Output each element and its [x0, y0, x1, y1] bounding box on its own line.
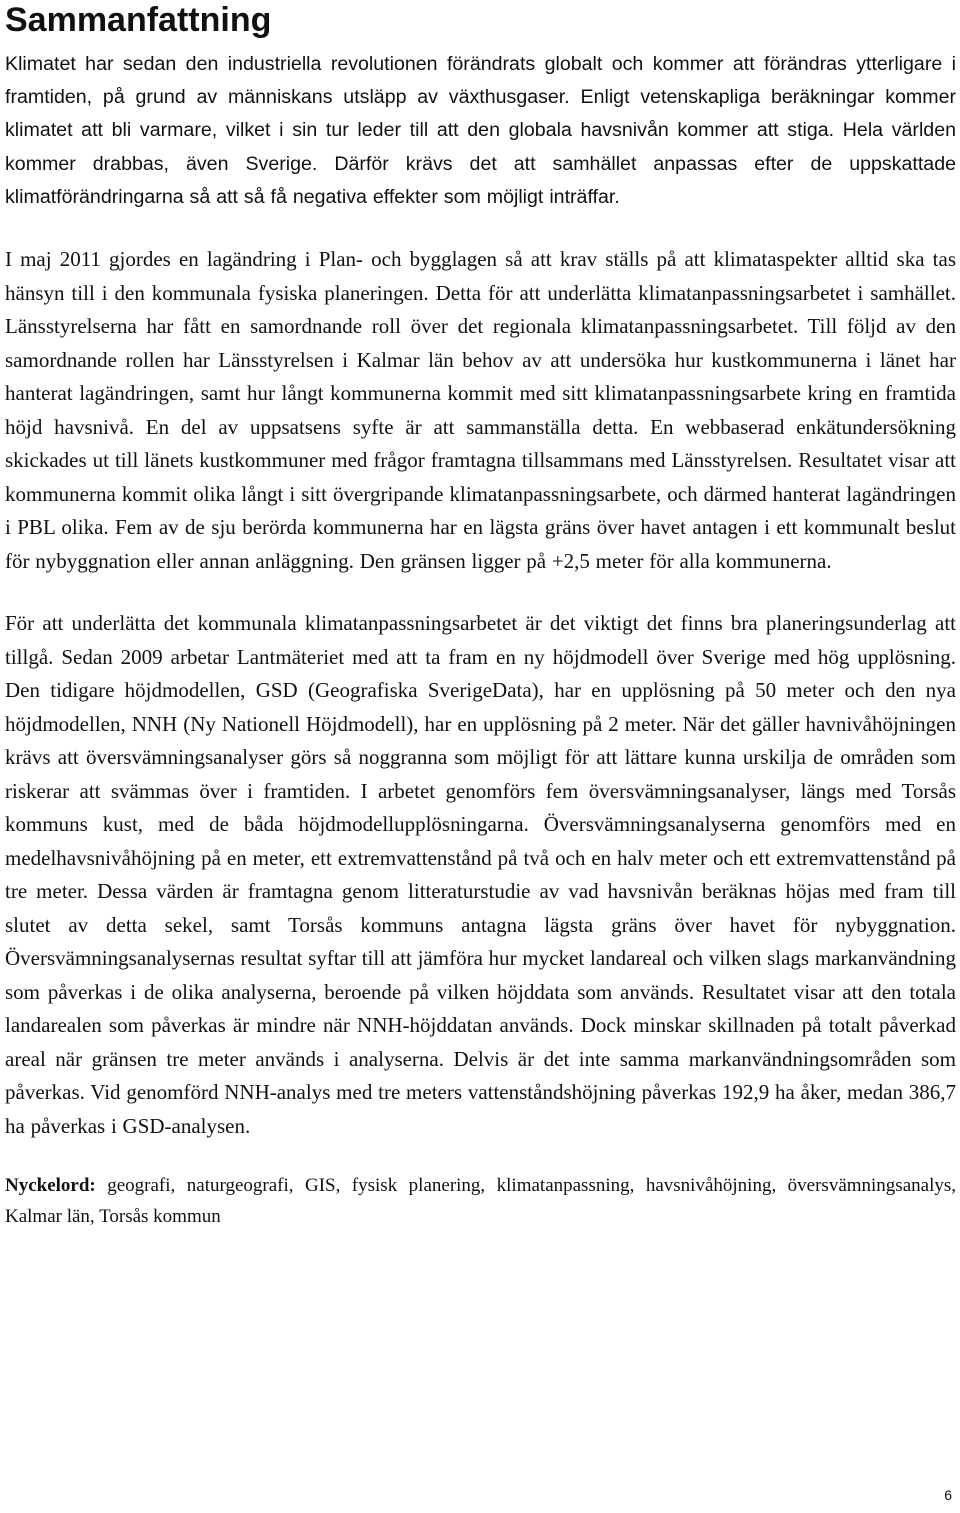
summary-paragraph-2: I maj 2011 gjordes en lagändring i Plan- och bygglagen så att krav ställs på att klimataspekter alltid ska tas hänsyn till i den kommunala fysiska planeringen. Detta för att underlätta klimatanpassningsarbetet i samhället. Länsstyrelserna har fått en samordnande roll över det regionala klimatanpassningsarbetet. Till följd av den samordnande rollen har Länsstyrelsen i Kalmar län behov av att undersöka hur kustkommunerna i länet har hanterat lagändringen, samt hur långt kommunerna kommit med sitt klimatanpassningsarbete kring en framtida höjd havsnivå. En del av uppsatsens syfte är att sammanställa detta. En webbaserad enkätundersökning skickades ut till länets kustkommuner med frågor framtagna tillsammans med Länsstyrelsen. Resultatet visar att kommunerna kommit olika långt i sitt övergripande klimatanpassningsarbete, och därmed hanterat lagändringen i PBL olika. Fem av de sju berörda kommunerna har en lägsta gräns över havet antagen i ett kommunalt beslut för nybyggnation eller annan anläggning. Den gränsen ligger på +2,5 meter för alla kommunerna. [5, 247, 956, 573]
document-page [5, 0, 956, 1251]
summary-paragraph-3: För att underlätta det kommunala klimatanpassningsarbetet är det viktigt det finns bra planeringsunderlag att tillgå. Sedan 2009 arbetar Lantmäteriet med att ta fram en ny höjdmodell över Sverige med hög upplösning. Den tidigare höjdmodellen, GSD (Geografiska SverigeData), har en upplösning på 50 meter och den nya höjdmodellen, NNH (Ny Nationell Höjdmodell), har en upplösning på 2 meter. När det gäller havnivåhöjningen krävs att översvämningsanalyser görs så noggranna som möjligt för att lättare kunna urskilja de områden som riskerar att svämmas över i framtiden. I arbetet genomförs fem översvämningsanalyser, längs med Torsås kommuns kust, med de båda höjdmodellupplösningarna. Översvämningsanalyserna genomförs med en medelhavsnivåhöjning på en meter, ett extremvattenstånd på två och en halv meter och ett extremvattenstånd på tre meter. Dessa värden är framtagna genom litteraturstudie av vad havsnivån beräknas höjas med fram till slutet av detta sekel, samt Torsås kommuns antagna lägsta gräns över havet för nybyggnation. Översvämningsanalysernas resultat syftar till att jämföra hur mycket landareal och vilken slags markanvändning som påverkas i de olika analyserna, beroende på vilken höjddata som används. Resultatet visar att den totala landarealen som påverkas är mindre när NNH-höjddatan används. Dock minskar skillnaden på totalt påverkad areal när gränsen tre meter används i analyserna. Delvis är det inte samma markanvändningsområden som påverkas. Vid genomförd NNH-analys med tre meters vattenståndshöjning påverkas 192,9 ha åker, medan 386,7 ha påverkas i GSD-analysen. [5, 611, 956, 1138]
page-number: 6 [944, 1487, 952, 1503]
section-heading: Sammanfattning [5, 1, 272, 39]
summary-paragraph-1: Klimatet har sedan den industriella revolutionen förändrats globalt och kommer att förändras ytterligare i framtiden, på grund av människans utsläpp av växthusgaser. Enligt vetenskapliga beräkningar kommer klimatet att bli varmare, vilket i sin tur leder till att den globala havsnivån kommer att stiga. Hela världen kommer drabbas, även Sverige. Därför krävs det att samhället anpassas efter de uppskattade klimatförändringarna så att så få negativa effekter som möjligt inträffar. [5, 53, 956, 208]
keywords-text: geografi, naturgeografi, GIS, fysisk planering, klimatanpassning, havsnivåhöjning, översvämningsanalys, Kalmar län, Torsås kommun [5, 1175, 956, 1228]
keywords-line [5, 1170, 956, 1232]
keywords-label: Nyckelord: [5, 1175, 96, 1197]
